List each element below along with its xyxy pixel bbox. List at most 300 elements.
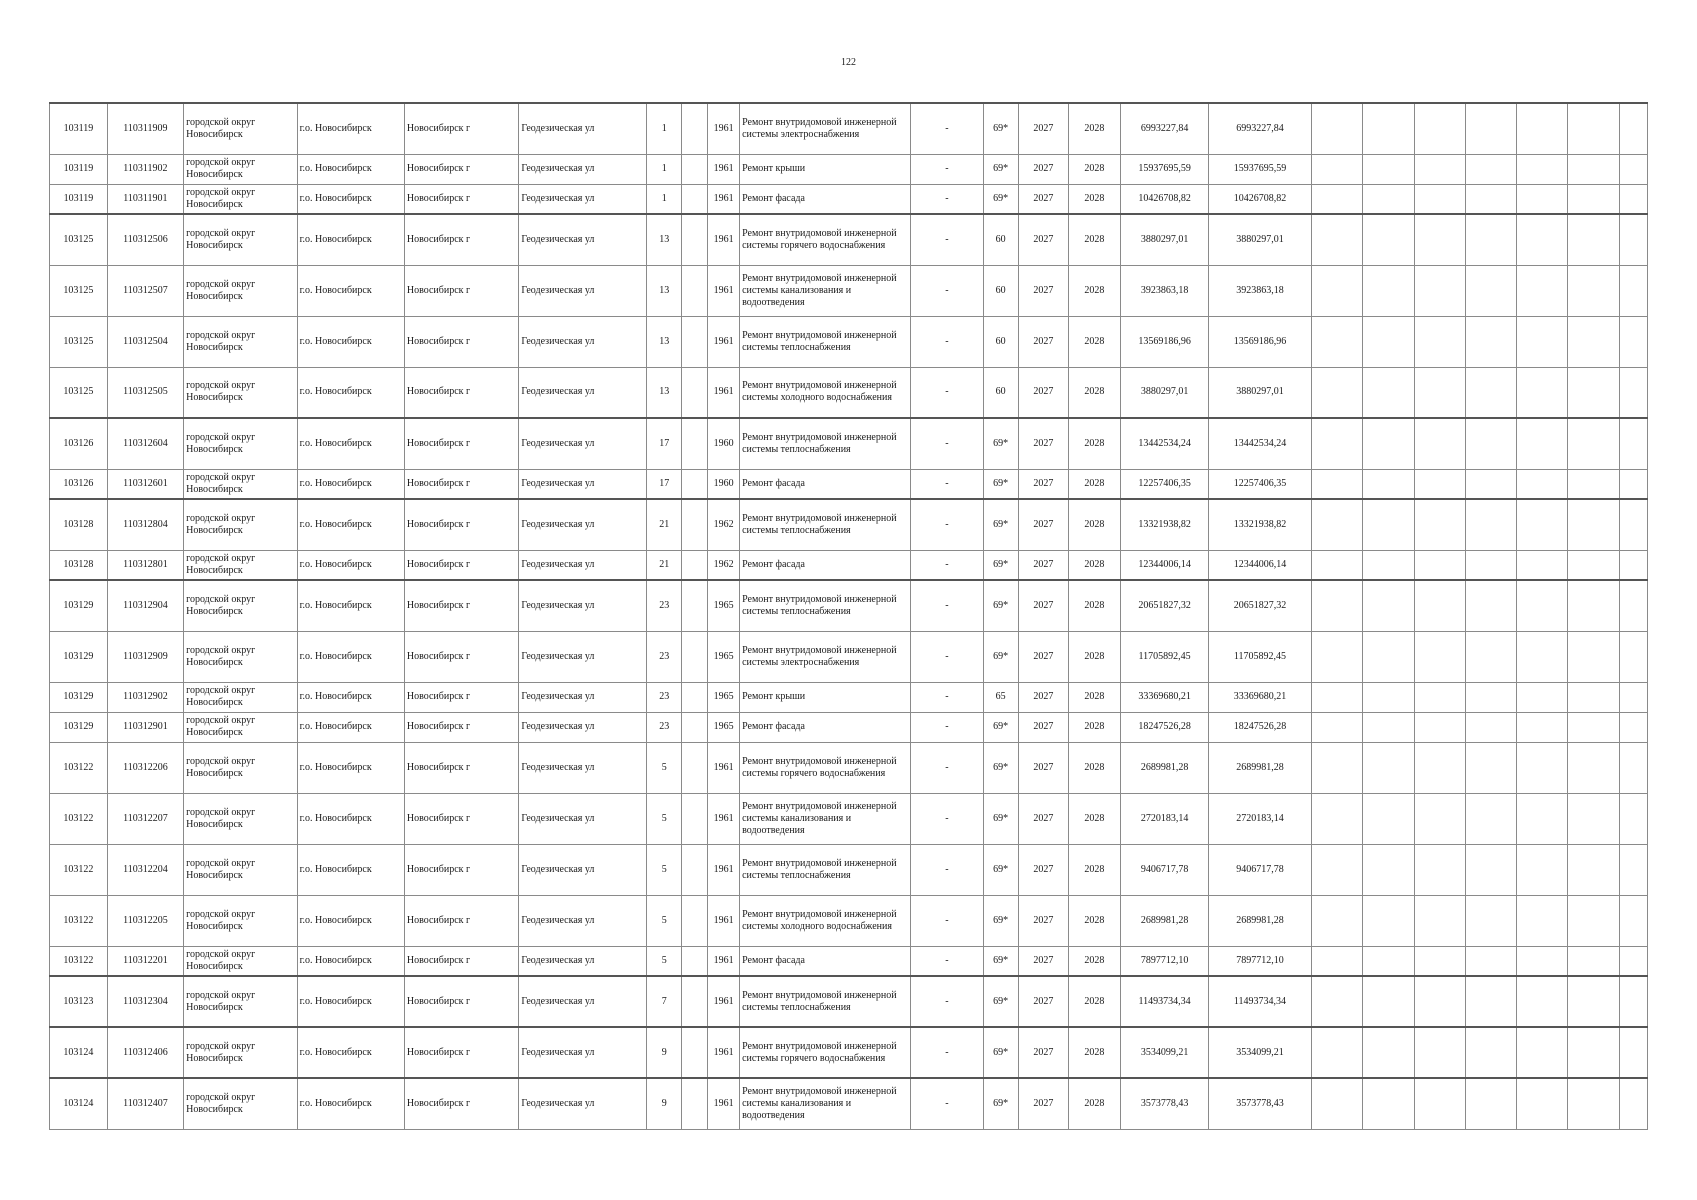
end-year: 2028 <box>1069 316 1121 367</box>
mark-value: - <box>911 742 983 793</box>
empty-cell <box>1363 580 1415 631</box>
row-id: 103128 <box>50 499 108 550</box>
cost-value: 11705892,45 <box>1120 631 1209 682</box>
work-type: Ремонт внутридомовой инженерной системы теплоснабжения <box>740 580 911 631</box>
object-code: 110312204 <box>107 844 183 895</box>
empty-cell <box>1466 793 1517 844</box>
empty-cell <box>1363 793 1415 844</box>
empty-cell <box>1516 1027 1568 1078</box>
empty-cell <box>1363 895 1415 946</box>
mark-value: - <box>911 895 983 946</box>
empty-cell <box>1311 976 1363 1027</box>
empty-cell <box>1620 418 1648 469</box>
build-year: 1961 <box>708 154 740 184</box>
building-number <box>682 976 708 1027</box>
empty-cell <box>1620 154 1648 184</box>
house-number: 1 <box>647 184 682 214</box>
total-value: 33369680,21 <box>1209 682 1311 712</box>
empty-cell <box>1311 316 1363 367</box>
object-code: 110311909 <box>107 103 183 154</box>
cost-value: 15937695,59 <box>1120 154 1209 184</box>
empty-cell <box>1363 367 1415 418</box>
wear-value: 69* <box>983 844 1018 895</box>
empty-cell <box>1414 214 1466 265</box>
start-year: 2027 <box>1018 895 1069 946</box>
table-row <box>50 895 1648 946</box>
empty-cell <box>1516 103 1568 154</box>
end-year: 2028 <box>1069 184 1121 214</box>
district-name: городской округ Новосибирск <box>184 550 297 580</box>
empty-cell <box>1568 367 1620 418</box>
empty-cell <box>1620 214 1648 265</box>
work-type: Ремонт крыши <box>740 682 911 712</box>
empty-cell <box>1363 742 1415 793</box>
end-year: 2028 <box>1069 367 1121 418</box>
municipality-name: г.о. Новосибирск <box>297 265 404 316</box>
object-code: 110312304 <box>107 976 183 1027</box>
object-code: 110312206 <box>107 742 183 793</box>
empty-cell <box>1620 184 1648 214</box>
empty-cell <box>1620 367 1648 418</box>
total-value: 2689981,28 <box>1209 742 1311 793</box>
cost-value: 3573778,43 <box>1120 1078 1209 1129</box>
object-code: 110312506 <box>107 214 183 265</box>
building-number <box>682 103 708 154</box>
empty-cell <box>1516 367 1568 418</box>
table-row <box>50 316 1648 367</box>
start-year: 2027 <box>1018 418 1069 469</box>
empty-cell <box>1311 580 1363 631</box>
start-year: 2027 <box>1018 742 1069 793</box>
empty-cell <box>1311 793 1363 844</box>
municipality-name: г.о. Новосибирск <box>297 793 404 844</box>
total-value: 12344006,14 <box>1209 550 1311 580</box>
municipality-name: г.о. Новосибирск <box>297 946 404 976</box>
empty-cell <box>1568 214 1620 265</box>
city-name: Новосибирск г <box>404 712 519 742</box>
build-year: 1965 <box>708 580 740 631</box>
wear-value: 69* <box>983 631 1018 682</box>
empty-cell <box>1311 103 1363 154</box>
work-type: Ремонт внутридомовой инженерной системы канализования и водоотведения <box>740 793 911 844</box>
city-name: Новосибирск г <box>404 793 519 844</box>
object-code: 110312604 <box>107 418 183 469</box>
house-number: 9 <box>647 1078 682 1129</box>
empty-cell <box>1414 631 1466 682</box>
row-id: 103119 <box>50 184 108 214</box>
house-number: 5 <box>647 844 682 895</box>
empty-cell <box>1568 418 1620 469</box>
empty-cell <box>1414 844 1466 895</box>
empty-cell <box>1414 418 1466 469</box>
total-value: 7897712,10 <box>1209 946 1311 976</box>
work-type: Ремонт внутридомовой инженерной системы канализования и водоотведения <box>740 1078 911 1129</box>
table-row <box>50 844 1648 895</box>
empty-cell <box>1516 418 1568 469</box>
empty-cell <box>1466 550 1517 580</box>
municipality-name: г.о. Новосибирск <box>297 895 404 946</box>
empty-cell <box>1363 499 1415 550</box>
wear-value: 60 <box>983 214 1018 265</box>
building-number <box>682 631 708 682</box>
empty-cell <box>1568 631 1620 682</box>
build-year: 1960 <box>708 418 740 469</box>
end-year: 2028 <box>1069 499 1121 550</box>
house-number: 23 <box>647 682 682 712</box>
empty-cell <box>1568 316 1620 367</box>
cost-value: 12257406,35 <box>1120 469 1209 499</box>
house-number: 13 <box>647 316 682 367</box>
empty-cell <box>1516 214 1568 265</box>
empty-cell <box>1620 712 1648 742</box>
empty-cell <box>1363 682 1415 712</box>
empty-cell <box>1516 946 1568 976</box>
build-year: 1961 <box>708 184 740 214</box>
empty-cell <box>1620 793 1648 844</box>
street-name: Геодезическая ул <box>519 265 647 316</box>
empty-cell <box>1414 265 1466 316</box>
end-year: 2028 <box>1069 265 1121 316</box>
object-code: 110312601 <box>107 469 183 499</box>
district-name: городской округ Новосибирск <box>184 976 297 1027</box>
wear-value: 69* <box>983 103 1018 154</box>
cost-value: 20651827,32 <box>1120 580 1209 631</box>
row-id: 103122 <box>50 946 108 976</box>
total-value: 18247526,28 <box>1209 712 1311 742</box>
end-year: 2028 <box>1069 214 1121 265</box>
cost-value: 33369680,21 <box>1120 682 1209 712</box>
start-year: 2027 <box>1018 103 1069 154</box>
street-name: Геодезическая ул <box>519 682 647 712</box>
street-name: Геодезическая ул <box>519 742 647 793</box>
municipality-name: г.о. Новосибирск <box>297 1027 404 1078</box>
empty-cell <box>1466 895 1517 946</box>
total-value: 2689981,28 <box>1209 895 1311 946</box>
row-id: 103126 <box>50 418 108 469</box>
empty-cell <box>1620 844 1648 895</box>
work-type: Ремонт внутридомовой инженерной системы теплоснабжения <box>740 844 911 895</box>
build-year: 1961 <box>708 103 740 154</box>
street-name: Геодезическая ул <box>519 499 647 550</box>
empty-cell <box>1414 946 1466 976</box>
object-code: 110312804 <box>107 499 183 550</box>
empty-cell <box>1568 499 1620 550</box>
table-row <box>50 580 1648 631</box>
city-name: Новосибирск г <box>404 946 519 976</box>
total-value: 20651827,32 <box>1209 580 1311 631</box>
row-id: 103124 <box>50 1027 108 1078</box>
municipality-name: г.о. Новосибирск <box>297 631 404 682</box>
empty-cell <box>1466 214 1517 265</box>
cost-value: 2689981,28 <box>1120 895 1209 946</box>
row-id: 103125 <box>50 265 108 316</box>
city-name: Новосибирск г <box>404 580 519 631</box>
empty-cell <box>1568 469 1620 499</box>
build-year: 1961 <box>708 1078 740 1129</box>
street-name: Геодезическая ул <box>519 214 647 265</box>
empty-cell <box>1516 265 1568 316</box>
house-number: 1 <box>647 154 682 184</box>
cost-value: 9406717,78 <box>1120 844 1209 895</box>
district-name: городской округ Новосибирск <box>184 580 297 631</box>
mark-value: - <box>911 550 983 580</box>
table-row <box>50 1078 1648 1129</box>
house-number: 9 <box>647 1027 682 1078</box>
wear-value: 69* <box>983 184 1018 214</box>
start-year: 2027 <box>1018 316 1069 367</box>
empty-cell <box>1568 103 1620 154</box>
empty-cell <box>1414 550 1466 580</box>
building-number <box>682 580 708 631</box>
row-id: 103119 <box>50 154 108 184</box>
total-value: 13442534,24 <box>1209 418 1311 469</box>
street-name: Геодезическая ул <box>519 316 647 367</box>
wear-value: 69* <box>983 418 1018 469</box>
empty-cell <box>1414 1027 1466 1078</box>
empty-cell <box>1620 946 1648 976</box>
municipality-name: г.о. Новосибирск <box>297 976 404 1027</box>
district-name: городской округ Новосибирск <box>184 469 297 499</box>
object-code: 110312505 <box>107 367 183 418</box>
city-name: Новосибирск г <box>404 214 519 265</box>
wear-value: 69* <box>983 793 1018 844</box>
build-year: 1962 <box>708 499 740 550</box>
street-name: Геодезическая ул <box>519 793 647 844</box>
start-year: 2027 <box>1018 367 1069 418</box>
empty-cell <box>1568 1078 1620 1129</box>
wear-value: 69* <box>983 946 1018 976</box>
start-year: 2027 <box>1018 499 1069 550</box>
row-id: 103125 <box>50 316 108 367</box>
end-year: 2028 <box>1069 469 1121 499</box>
object-code: 110312801 <box>107 550 183 580</box>
mark-value: - <box>911 154 983 184</box>
street-name: Геодезическая ул <box>519 844 647 895</box>
row-id: 103124 <box>50 1078 108 1129</box>
street-name: Геодезическая ул <box>519 976 647 1027</box>
cost-value: 13569186,96 <box>1120 316 1209 367</box>
empty-cell <box>1363 1078 1415 1129</box>
empty-cell <box>1620 976 1648 1027</box>
build-year: 1961 <box>708 316 740 367</box>
street-name: Геодезическая ул <box>519 154 647 184</box>
municipality-name: г.о. Новосибирск <box>297 469 404 499</box>
table-row <box>50 499 1648 550</box>
street-name: Геодезическая ул <box>519 946 647 976</box>
empty-cell <box>1516 682 1568 712</box>
start-year: 2027 <box>1018 793 1069 844</box>
mark-value: - <box>911 214 983 265</box>
mark-value: - <box>911 712 983 742</box>
district-name: городской округ Новосибирск <box>184 742 297 793</box>
empty-cell <box>1414 580 1466 631</box>
empty-cell <box>1516 499 1568 550</box>
cost-value: 2689981,28 <box>1120 742 1209 793</box>
object-code: 110312902 <box>107 682 183 712</box>
empty-cell <box>1414 469 1466 499</box>
work-type: Ремонт фасада <box>740 946 911 976</box>
end-year: 2028 <box>1069 103 1121 154</box>
build-year: 1960 <box>708 469 740 499</box>
start-year: 2027 <box>1018 946 1069 976</box>
mark-value: - <box>911 631 983 682</box>
mark-value: - <box>911 103 983 154</box>
start-year: 2027 <box>1018 1027 1069 1078</box>
building-number <box>682 895 708 946</box>
empty-cell <box>1414 976 1466 1027</box>
street-name: Геодезическая ул <box>519 184 647 214</box>
work-type: Ремонт фасада <box>740 469 911 499</box>
empty-cell <box>1363 103 1415 154</box>
empty-cell <box>1466 154 1517 184</box>
empty-cell <box>1363 316 1415 367</box>
empty-cell <box>1363 184 1415 214</box>
empty-cell <box>1311 418 1363 469</box>
district-name: городской округ Новосибирск <box>184 712 297 742</box>
district-name: городской округ Новосибирск <box>184 214 297 265</box>
table-row <box>50 184 1648 214</box>
empty-cell <box>1466 418 1517 469</box>
building-number <box>682 742 708 793</box>
city-name: Новосибирск г <box>404 265 519 316</box>
empty-cell <box>1311 550 1363 580</box>
work-type: Ремонт внутридомовой инженерной системы электроснабжения <box>740 631 911 682</box>
house-number: 5 <box>647 946 682 976</box>
work-type: Ремонт внутридомовой инженерной системы канализования и водоотведения <box>740 265 911 316</box>
house-number: 7 <box>647 976 682 1027</box>
end-year: 2028 <box>1069 946 1121 976</box>
municipality-name: г.о. Новосибирск <box>297 580 404 631</box>
end-year: 2028 <box>1069 550 1121 580</box>
empty-cell <box>1363 976 1415 1027</box>
start-year: 2027 <box>1018 844 1069 895</box>
city-name: Новосибирск г <box>404 1078 519 1129</box>
empty-cell <box>1620 895 1648 946</box>
empty-cell <box>1620 499 1648 550</box>
wear-value: 69* <box>983 742 1018 793</box>
cost-value: 12344006,14 <box>1120 550 1209 580</box>
row-id: 103129 <box>50 631 108 682</box>
mark-value: - <box>911 469 983 499</box>
row-id: 103125 <box>50 367 108 418</box>
city-name: Новосибирск г <box>404 469 519 499</box>
end-year: 2028 <box>1069 1027 1121 1078</box>
empty-cell <box>1363 154 1415 184</box>
street-name: Геодезическая ул <box>519 103 647 154</box>
cost-value: 3880297,01 <box>1120 214 1209 265</box>
end-year: 2028 <box>1069 1078 1121 1129</box>
build-year: 1961 <box>708 367 740 418</box>
build-year: 1965 <box>708 631 740 682</box>
cost-value: 7897712,10 <box>1120 946 1209 976</box>
municipality-name: г.о. Новосибирск <box>297 742 404 793</box>
mark-value: - <box>911 682 983 712</box>
street-name: Геодезическая ул <box>519 418 647 469</box>
street-name: Геодезическая ул <box>519 580 647 631</box>
empty-cell <box>1466 316 1517 367</box>
object-code: 110311902 <box>107 154 183 184</box>
house-number: 13 <box>647 214 682 265</box>
empty-cell <box>1516 895 1568 946</box>
table-row <box>50 712 1648 742</box>
row-id: 103122 <box>50 895 108 946</box>
building-number <box>682 550 708 580</box>
start-year: 2027 <box>1018 1078 1069 1129</box>
object-code: 110312205 <box>107 895 183 946</box>
house-number: 21 <box>647 499 682 550</box>
empty-cell <box>1414 184 1466 214</box>
municipality-name: г.о. Новосибирск <box>297 316 404 367</box>
wear-value: 69* <box>983 712 1018 742</box>
municipality-name: г.о. Новосибирск <box>297 214 404 265</box>
empty-cell <box>1414 367 1466 418</box>
empty-cell <box>1414 1078 1466 1129</box>
total-value: 12257406,35 <box>1209 469 1311 499</box>
build-year: 1961 <box>708 214 740 265</box>
empty-cell <box>1363 1027 1415 1078</box>
total-value: 9406717,78 <box>1209 844 1311 895</box>
start-year: 2027 <box>1018 682 1069 712</box>
city-name: Новосибирск г <box>404 631 519 682</box>
empty-cell <box>1568 976 1620 1027</box>
work-type: Ремонт внутридомовой инженерной системы горячего водоснабжения <box>740 742 911 793</box>
work-type: Ремонт крыши <box>740 154 911 184</box>
empty-cell <box>1363 844 1415 895</box>
mark-value: - <box>911 946 983 976</box>
empty-cell <box>1568 742 1620 793</box>
empty-cell <box>1311 154 1363 184</box>
district-name: городской округ Новосибирск <box>184 499 297 550</box>
table-row <box>50 103 1648 154</box>
mark-value: - <box>911 793 983 844</box>
wear-value: 60 <box>983 316 1018 367</box>
empty-cell <box>1466 946 1517 976</box>
work-type: Ремонт внутридомовой инженерной системы горячего водоснабжения <box>740 1027 911 1078</box>
end-year: 2028 <box>1069 895 1121 946</box>
end-year: 2028 <box>1069 682 1121 712</box>
building-number <box>682 214 708 265</box>
city-name: Новосибирск г <box>404 499 519 550</box>
empty-cell <box>1466 103 1517 154</box>
empty-cell <box>1516 742 1568 793</box>
empty-cell <box>1568 946 1620 976</box>
empty-cell <box>1311 844 1363 895</box>
end-year: 2028 <box>1069 154 1121 184</box>
empty-cell <box>1620 469 1648 499</box>
empty-cell <box>1620 1027 1648 1078</box>
row-id: 103122 <box>50 793 108 844</box>
empty-cell <box>1516 976 1568 1027</box>
object-code: 110312901 <box>107 712 183 742</box>
empty-cell <box>1414 316 1466 367</box>
municipality-name: г.о. Новосибирск <box>297 184 404 214</box>
empty-cell <box>1311 712 1363 742</box>
empty-cell <box>1466 742 1517 793</box>
total-value: 6993227,84 <box>1209 103 1311 154</box>
start-year: 2027 <box>1018 214 1069 265</box>
empty-cell <box>1311 895 1363 946</box>
house-number: 17 <box>647 469 682 499</box>
municipality-name: г.о. Новосибирск <box>297 418 404 469</box>
build-year: 1961 <box>708 976 740 1027</box>
empty-cell <box>1568 712 1620 742</box>
street-name: Геодезическая ул <box>519 469 647 499</box>
city-name: Новосибирск г <box>404 550 519 580</box>
empty-cell <box>1568 682 1620 712</box>
building-number <box>682 844 708 895</box>
empty-cell <box>1311 1027 1363 1078</box>
end-year: 2028 <box>1069 844 1121 895</box>
